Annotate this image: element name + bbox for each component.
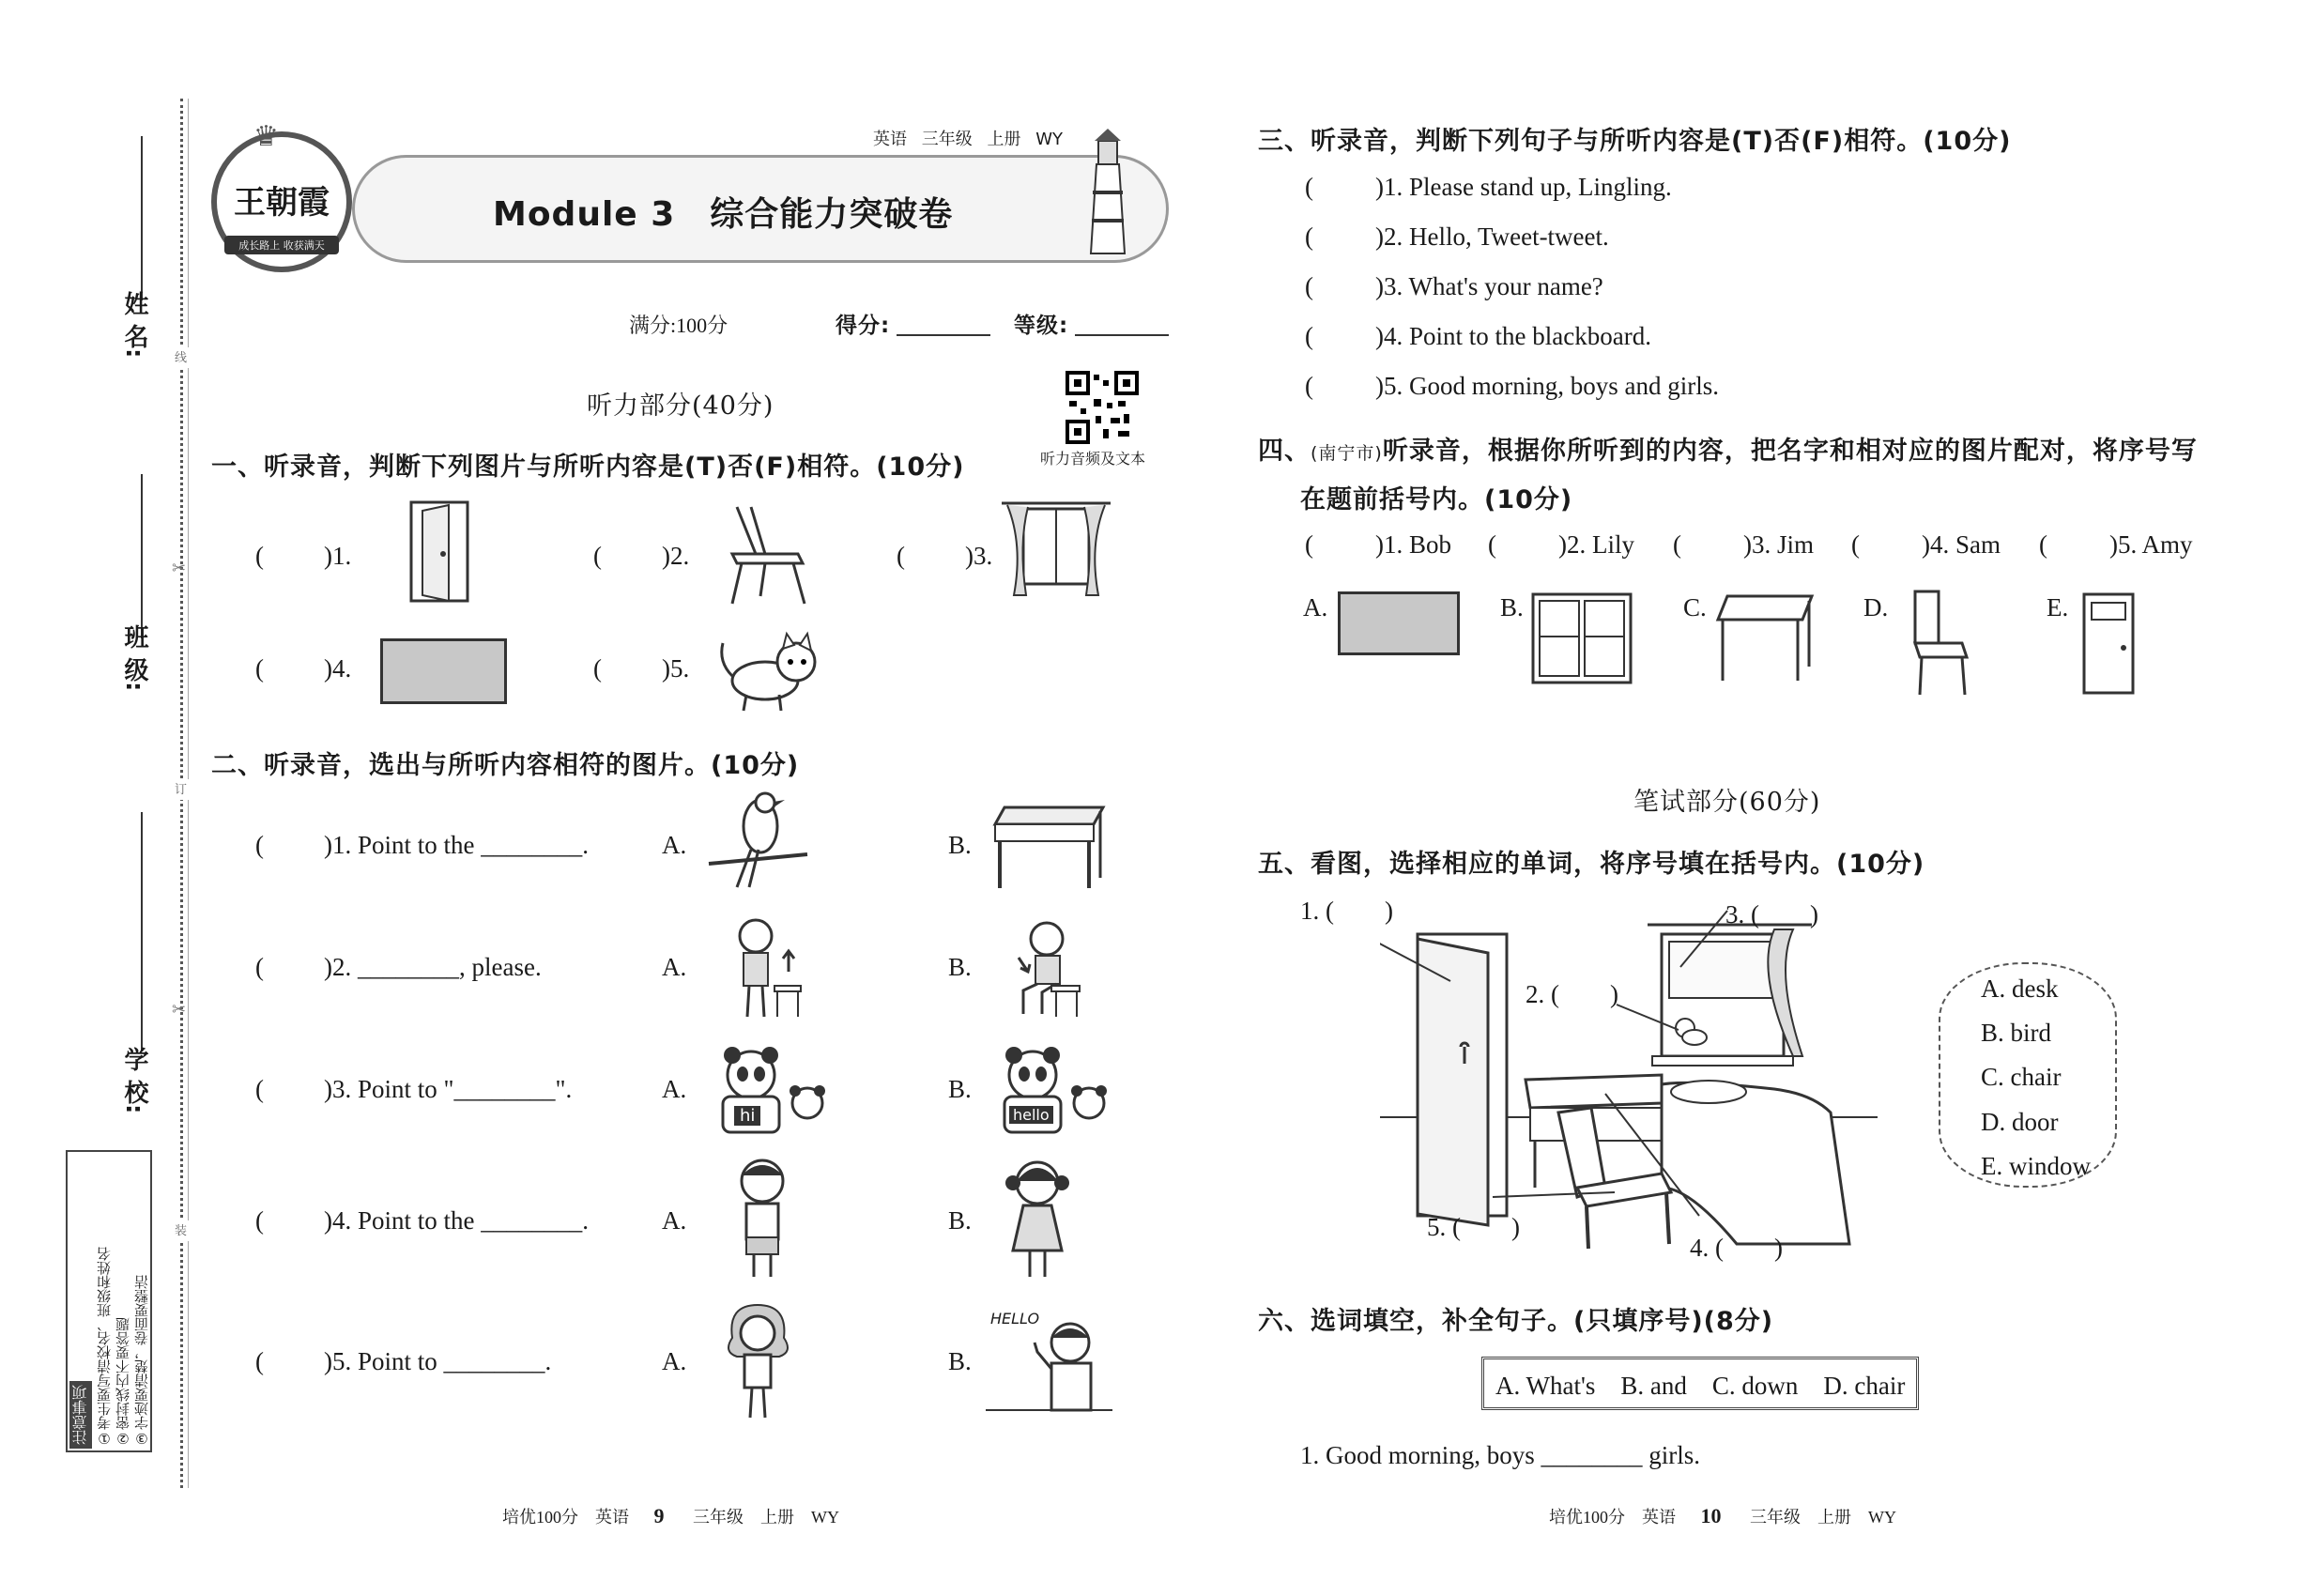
boy-standing-up-picture <box>723 915 807 1023</box>
tag-volume: 上册 <box>987 130 1021 149</box>
word-bank: A. What's B. and C. down D. chair <box>1481 1357 1919 1410</box>
s4-bracket-3[interactable]: ( <box>1673 530 1681 559</box>
score-blank[interactable] <box>897 334 990 336</box>
section-3-title: 三、听录音，判断下列句子与所听内容是(T)否(F)相符。(10分) <box>1258 127 2012 156</box>
s3-bracket-1[interactable]: ( <box>1305 173 1313 201</box>
boy-picture <box>728 1155 798 1281</box>
bird-picture <box>704 789 812 892</box>
s3-bracket-5[interactable]: ( <box>1305 372 1313 400</box>
scissors-icon: ✂ <box>172 1000 187 1020</box>
sign-hi: hi <box>734 1106 760 1126</box>
s1-bracket-1[interactable]: ( <box>255 542 264 570</box>
girl-waving-picture <box>718 1300 798 1422</box>
s3-bracket-3[interactable]: ( <box>1305 272 1313 300</box>
s2-3-opt-a[interactable]: A. <box>662 1075 687 1103</box>
blackboard-picture <box>380 638 507 704</box>
s1-item-1: )1. <box>324 542 352 570</box>
boy-sitting-down-picture <box>1000 915 1094 1023</box>
s5-label-3[interactable]: 3. ( ) <box>1725 900 1818 928</box>
s2-item-4: )4. Point to the ________. <box>324 1206 589 1235</box>
chair-option <box>1901 587 1976 699</box>
page-title: Module 3 综合能力突破卷 <box>493 195 954 234</box>
s5-option-d: D. door <box>1981 1108 2059 1136</box>
s2-item-5: )5. Point to ________. <box>324 1347 552 1375</box>
sign-hello: hello <box>1009 1106 1053 1124</box>
s4-bracket-1[interactable]: ( <box>1305 530 1313 559</box>
s4-letter-a: A. <box>1303 593 1328 622</box>
s4-letter-e: E. <box>2047 593 2069 622</box>
s4-letter-b: B. <box>1500 593 1524 622</box>
s1-item-3: )3. <box>965 542 993 570</box>
panda-hi-picture <box>709 1042 831 1136</box>
s6-question-1: 1. Good morning, boys ________ girls. <box>1300 1441 1701 1469</box>
teacher-picture <box>986 1314 1112 1422</box>
s2-1-opt-b[interactable]: B. <box>948 831 972 859</box>
s2-bracket-3[interactable]: ( <box>255 1075 264 1103</box>
hello-sign: HELLO <box>990 1310 1040 1327</box>
s2-item-1: )1. Point to the ________. <box>324 831 589 859</box>
s4-bracket-5[interactable]: ( <box>2039 530 2047 559</box>
brand-name: 王朝霞 <box>234 184 330 222</box>
section-4-title: 四、(南宁市)听录音，根据你所听到的内容，把名字和相对应的图片配对，将序号写 <box>1258 437 2198 466</box>
cut-mark-3: 装 <box>175 1220 190 1241</box>
brand-logo <box>211 131 352 272</box>
s2-bracket-2[interactable]: ( <box>255 953 264 981</box>
window-option <box>1530 591 1633 685</box>
s1-bracket-2[interactable]: ( <box>593 542 602 570</box>
s4-letter-c: C. <box>1683 593 1707 622</box>
tag-grade: 三年级 <box>921 130 973 149</box>
s2-item-2: )2. ________, please. <box>324 953 542 981</box>
notice-item-1: ①考生要写清校名、班级和姓名 <box>96 1247 113 1447</box>
region-tag: (南宁市) <box>1311 443 1383 464</box>
grade-label: 等级: <box>1014 314 1069 338</box>
s4-letter-d: D. <box>1863 593 1889 622</box>
s3-bracket-2[interactable]: ( <box>1305 223 1313 251</box>
full-score: 满分:100分 <box>629 314 728 337</box>
brand-slogan: 成长路上 收获满天 <box>224 236 339 254</box>
section-2-title: 二、听录音，选出与所听内容相符的图片。(10分) <box>211 751 800 780</box>
section-1-title: 一、听录音，判断下列图片与所听内容是(T)否(F)相符。(10分) <box>211 453 965 482</box>
s1-item-4: )4. <box>324 654 352 683</box>
s4-name-3: )3. Jim <box>1743 530 1815 559</box>
s2-4-opt-a[interactable]: A. <box>662 1206 687 1235</box>
listening-heading: 听力部分(40分) <box>587 391 774 421</box>
cat-picture <box>713 624 826 714</box>
s2-4-opt-b[interactable]: B. <box>948 1206 972 1235</box>
s5-option-b: B. bird <box>1981 1019 2052 1047</box>
scissors-icon: ✂ <box>172 559 187 578</box>
qr-code-icon <box>1066 371 1139 444</box>
s5-label-2[interactable]: 2. ( ) <box>1526 980 1618 1008</box>
s5-label-1[interactable]: 1. ( ) <box>1300 897 1393 925</box>
class-label: 班 级: <box>120 624 148 692</box>
s4-name-5: )5. Amy <box>2109 530 2193 559</box>
score-label: 得分: <box>836 314 891 338</box>
s1-bracket-4[interactable]: ( <box>255 654 264 683</box>
footer-left: 培优100分 英语 9 三年级 上册 WY <box>502 1504 839 1527</box>
s2-1-opt-a[interactable]: A. <box>662 831 687 859</box>
s4-name-2: )2. Lily <box>1558 530 1634 559</box>
s3-item-1: )1. Please stand up, Lingling. <box>1375 173 1672 201</box>
notice-item-3: ③字迹要清楚，卷面要整洁 <box>133 1275 150 1447</box>
s2-item-3: )3. Point to "________". <box>324 1075 573 1103</box>
s2-bracket-5[interactable]: ( <box>255 1347 264 1375</box>
door-picture <box>402 498 477 606</box>
notice-item-2: ②密封线内不要答题 <box>115 1317 131 1447</box>
s1-bracket-3[interactable]: ( <box>897 542 905 570</box>
section-6-title: 六、选词填空，补全句子。(只填序号)(8分) <box>1258 1307 1774 1336</box>
written-heading: 笔试部分(60分) <box>1633 788 1821 817</box>
section-5-title: 五、看图，选择相应的单词，将序号填在括号内。(10分) <box>1258 850 1925 879</box>
cut-mark-2: 订 <box>175 779 190 800</box>
s5-label-5[interactable]: 5. ( ) <box>1427 1213 1520 1241</box>
s4-bracket-4[interactable]: ( <box>1851 530 1860 559</box>
girl-picture <box>1000 1155 1075 1281</box>
name-label: 姓 名: <box>120 291 148 359</box>
blackboard-option <box>1338 591 1460 655</box>
s1-item-5: )5. <box>662 654 690 683</box>
s2-5-opt-a[interactable]: A. <box>662 1347 687 1375</box>
s2-bracket-4[interactable]: ( <box>255 1206 264 1235</box>
s5-option-e: E. window <box>1981 1152 2091 1180</box>
window-picture <box>1000 498 1112 601</box>
s4-name-1: )1. Bob <box>1375 530 1451 559</box>
school-line <box>141 812 143 1051</box>
desk-picture <box>986 798 1112 892</box>
page-number-left: 9 <box>653 1504 665 1527</box>
section-4-title-2: 在题前括号内。(10分) <box>1300 485 1573 514</box>
crown-icon: ♛ <box>253 120 279 153</box>
desk-option <box>1713 591 1817 685</box>
s3-item-5: )5. Good morning, boys and girls. <box>1375 372 1719 400</box>
s4-name-4: )4. Sam <box>1922 530 2001 559</box>
s1-bracket-5[interactable]: ( <box>593 654 602 683</box>
s2-2-opt-b[interactable]: B. <box>948 953 972 981</box>
tag-edition: WY <box>1035 130 1063 149</box>
s5-option-c: C. chair <box>1981 1063 2062 1091</box>
page-number-right: 10 <box>1700 1504 1722 1527</box>
notice-title: 注意事项 <box>69 1381 92 1449</box>
school-label: 学 校: <box>120 1047 148 1114</box>
s2-5-opt-b[interactable]: B. <box>948 1347 972 1375</box>
s1-item-2: )2. <box>662 542 690 570</box>
header-tags <box>873 126 1063 150</box>
s2-2-opt-a[interactable]: A. <box>662 953 687 981</box>
qr-caption: 听力音频及文本 <box>1040 452 1146 468</box>
lighthouse-icon <box>1080 127 1136 258</box>
notice-box <box>66 1150 152 1452</box>
s4-bracket-2[interactable]: ( <box>1488 530 1496 559</box>
footer-right: 培优100分 英语 10 三年级 上册 WY <box>1549 1504 1896 1527</box>
door-option <box>2075 590 2140 698</box>
s2-3-opt-b[interactable]: B. <box>948 1075 972 1103</box>
name-line <box>141 136 143 300</box>
s3-item-4: )4. Point to the blackboard. <box>1375 322 1651 350</box>
s5-label-4[interactable]: 4. ( ) <box>1690 1234 1783 1262</box>
s2-bracket-1[interactable]: ( <box>255 831 264 859</box>
s3-item-2: )2. Hello, Tweet-tweet. <box>1375 223 1609 251</box>
s3-item-3: )3. What's your name? <box>1375 272 1603 300</box>
tag-subject: 英语 <box>873 130 907 149</box>
chair-picture <box>718 502 812 606</box>
s5-option-a: A. desk <box>1981 974 2059 1003</box>
s3-bracket-4[interactable]: ( <box>1305 322 1313 350</box>
cut-mark-1: 线 <box>175 347 190 368</box>
grade-blank[interactable] <box>1075 334 1169 336</box>
class-line <box>141 474 143 638</box>
